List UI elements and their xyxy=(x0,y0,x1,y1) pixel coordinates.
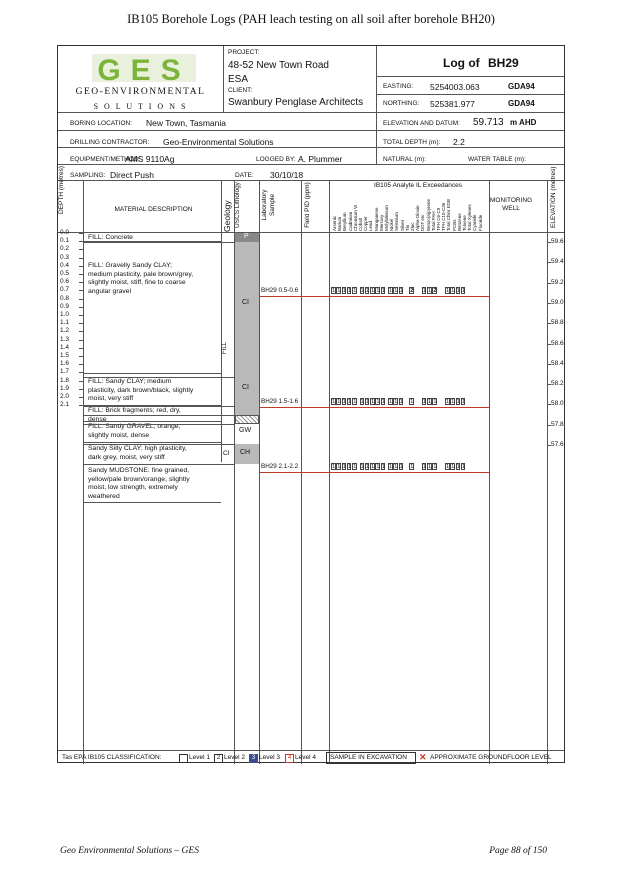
exceedance-cell: 1 xyxy=(360,399,364,405)
analyte-name: Mercury xyxy=(378,214,384,231)
analyte-name: Zinc xyxy=(410,222,415,231)
elevation-tick-label: 58.4 xyxy=(551,359,564,367)
exceedance-cell: 1 xyxy=(428,464,432,470)
depth-tick-mark xyxy=(79,348,83,349)
exceedance-cell: 1 xyxy=(353,288,357,294)
exceedance-cell: 1 xyxy=(394,288,398,294)
depth-tick-mark xyxy=(79,233,83,234)
analyte-name: Total Chlor EDB xyxy=(446,198,452,231)
elevation-tick-label: 59.2 xyxy=(551,278,564,286)
exceedance-cell: 1 xyxy=(347,399,351,405)
stratum-block xyxy=(84,444,221,465)
exceedance-cell: 1 xyxy=(461,288,465,294)
stratum-description-line: medium plasticity, pale brown/grey, xyxy=(88,270,194,278)
exceedance-cell: 1 xyxy=(410,464,414,470)
exceedance-cell: 1 xyxy=(433,399,437,405)
exceedance-cell: 1 xyxy=(342,399,346,405)
legend-level3-box: 3 xyxy=(249,754,258,763)
stratum-description-line: moist, low strength, extremely xyxy=(88,484,178,491)
elevation-tick-label: 59.4 xyxy=(551,258,564,266)
analyte-name: Benzene xyxy=(456,213,462,231)
analyte-name: TPH C6-C9 xyxy=(436,207,441,231)
analyte-name: Cadmium xyxy=(347,211,353,231)
log-id: BH29 xyxy=(488,56,519,70)
exceedance-cell: 1 xyxy=(347,288,351,294)
uscs-column-header: USCS Lithology xyxy=(234,182,241,228)
lithology-code-ch: CH xyxy=(240,449,251,456)
exceedance-cell: 1 xyxy=(389,288,393,294)
total-depth-value: 2.2 xyxy=(453,137,465,147)
elevation-value: 59.713 xyxy=(473,117,504,128)
sample-id: BH29 2.1-2.2 xyxy=(261,463,299,470)
stratum-description-line: FILL: Sandy CLAY; medium xyxy=(88,378,172,385)
exceedance-cell: 1 xyxy=(399,464,403,470)
depth-tick-label: 1.7 xyxy=(60,368,70,376)
lithology-brick xyxy=(235,415,259,424)
depth-tick-mark xyxy=(79,307,83,308)
elevation-tick-label: 59.0 xyxy=(551,298,564,306)
depth-tick-mark xyxy=(79,340,83,341)
sample-line xyxy=(259,407,489,408)
exceedance-cell: 1 xyxy=(365,464,369,470)
exceedance-cell: 1 xyxy=(376,464,380,470)
northing-datum: GDA94 xyxy=(508,99,535,108)
elevation-tick-label: 58.2 xyxy=(551,380,564,388)
exceedance-cell: 1 xyxy=(394,399,398,405)
analyte-name: Beryllium xyxy=(342,212,348,231)
analyte-name: Tin xyxy=(404,224,410,231)
exceedance-cell: 1 xyxy=(394,464,398,470)
equipment-label: EQUIPMENT/METHOD: xyxy=(70,156,141,163)
exceedance-cell: 1 xyxy=(337,399,341,405)
exceedance-cell: 1 xyxy=(446,288,450,294)
easting-label: EASTING: xyxy=(383,83,414,90)
sample-id: BH29 0.5-0.6 xyxy=(261,287,299,294)
exceedance-cell: 1 xyxy=(332,399,336,405)
exceedance-cell: 1 xyxy=(376,399,380,405)
pid-column-header: Field PID (ppm) xyxy=(304,182,311,228)
exceedance-cell: 1 xyxy=(337,288,341,294)
depth-tick-mark xyxy=(79,331,83,332)
logged-by-label: LOGGED BY: xyxy=(256,156,296,163)
exceedance-cell: 1 xyxy=(451,399,455,405)
analyte-name: TPH C10-C36 xyxy=(441,202,447,231)
exceedance-cell: 1 xyxy=(371,399,375,405)
stratum-description-line: Sandy MUDSTONE: fine grained, xyxy=(88,467,190,474)
stratum-boundary xyxy=(83,406,235,407)
total-depth-label: TOTAL DEPTH (m): xyxy=(383,139,441,146)
water-table-label: WATER TABLE (m): xyxy=(468,156,526,163)
legend-level3: Level 3 xyxy=(259,754,280,761)
legend-level2: Level 2 xyxy=(224,754,245,761)
sample-line xyxy=(259,296,489,297)
stratum-description-line: slightly moist, stiff, fine to coarse xyxy=(88,279,186,286)
geology-column-header: Geology xyxy=(222,200,232,232)
depth-tick-label: 0.1 xyxy=(60,237,70,245)
material-column-header: MATERIAL DESCRIPTION xyxy=(114,206,193,213)
exceedance-cell: 1 xyxy=(371,464,375,470)
depth-tick-label: 0.6 xyxy=(60,278,70,286)
analyte-name: Copper xyxy=(363,216,369,231)
stratum-description-line: dark grey, moist, very stiff xyxy=(88,453,165,461)
stratum-description-line: FILL: Concrete xyxy=(88,234,133,241)
exceedance-cell: 2 xyxy=(433,288,437,294)
analyte-name: Manganese xyxy=(373,207,379,231)
depth-tick-mark xyxy=(79,315,83,316)
stratum-boundary xyxy=(83,464,235,465)
analyte-name: Benzo(a)pyrene xyxy=(425,198,431,231)
depth-tick-mark xyxy=(79,258,83,259)
stratum-boundary xyxy=(83,424,235,425)
elevation-tick-label: 57.8 xyxy=(551,420,564,428)
geology-ci-label: CI xyxy=(223,450,230,457)
exceedance-cell: 1 xyxy=(360,464,364,470)
elevation-tick-label: 59.6 xyxy=(551,238,564,245)
stratum-block xyxy=(84,422,221,443)
analyte-name: DDT etc xyxy=(420,214,426,231)
depth-tick-label: 1.8 xyxy=(60,376,70,384)
analyte-name: Total PAH xyxy=(430,211,436,231)
depth-tick-label: 1.4 xyxy=(60,343,70,351)
exceedance-cell: 1 xyxy=(353,399,357,405)
contractor-value: Geo-Environmental Solutions xyxy=(163,137,274,147)
natural-label: NATURAL (m): xyxy=(383,156,426,163)
exceedance-cell: 1 xyxy=(365,399,369,405)
logo-line2: S O L U T I O N S xyxy=(93,102,188,111)
depth-tick-label: 2.0 xyxy=(60,393,70,400)
depth-tick-mark xyxy=(79,282,83,283)
exceedance-cell: 1 xyxy=(422,288,426,294)
exceedance-cell: 1 xyxy=(399,288,403,294)
analyte-name: Nickel xyxy=(389,218,395,231)
logo-letters: GES xyxy=(97,54,191,87)
depth-tick-label: 1.1 xyxy=(60,319,70,327)
depth-tick-mark xyxy=(79,266,83,267)
analyte-name: Molybdenum xyxy=(384,205,389,231)
elevation-label: ELEVATION AND DATUM: xyxy=(383,120,460,127)
analyte-name: PCBs xyxy=(451,219,457,231)
stratum-boundary xyxy=(83,377,235,378)
analyte-name: Cyanide xyxy=(472,214,478,231)
lithology-code-gw: GW xyxy=(239,427,252,434)
stratum-boundary xyxy=(83,415,235,416)
exceedance-cell: 1 xyxy=(353,464,357,470)
analyte-name: Chromium VI xyxy=(352,204,358,231)
contractor-label: DRILLING CONTRACTOR: xyxy=(70,139,150,146)
stratum-description-line: FILL: Sandy GRAVEL; orange, xyxy=(88,423,181,430)
legend-level4: Level 4 xyxy=(295,754,316,761)
stratum-description-line: plasticity, dark brown/black, slightly xyxy=(88,386,194,394)
exceedance-cell: 1 xyxy=(342,288,346,294)
stratum-block xyxy=(84,466,221,503)
depth-tick-mark xyxy=(79,249,83,250)
lithology-fill-clay xyxy=(235,242,259,423)
analyte-name: Total Xylenes xyxy=(467,204,473,231)
stratum-block xyxy=(84,377,221,406)
analyte-name: Silver xyxy=(399,219,405,231)
depth-tick-label: 0.8 xyxy=(60,294,70,302)
borehole-log xyxy=(57,45,565,763)
depth-tick-label: 0.7 xyxy=(60,286,70,294)
exceedance-cell: 1 xyxy=(451,288,455,294)
depth-tick-mark xyxy=(79,381,83,382)
exceedance-cell: 1 xyxy=(332,464,336,470)
project-label: PROJECT: xyxy=(228,49,260,56)
depth-tick-label: 0.4 xyxy=(60,261,70,269)
elevation-tick-label: 57.6 xyxy=(551,441,564,448)
geology-fill-label: FILL xyxy=(222,341,228,354)
analyte-name: Barium xyxy=(337,216,343,231)
stratum-description-line: yellow/pale brown/orange, slightly xyxy=(88,475,190,483)
analyte-name: Lead xyxy=(368,220,374,231)
exceedance-cell: 1 xyxy=(461,399,465,405)
legend-sample-excavation: SAMPLE IN EXCAVATION xyxy=(330,754,407,761)
date-label: DATE: xyxy=(235,172,254,179)
stratum-description-line: FILL: Gravelly Sandy CLAY; xyxy=(88,262,173,269)
stratum-description-line: moist, very stiff xyxy=(88,395,134,402)
depth-tick-mark xyxy=(79,356,83,357)
elevation-tick-label: 58.8 xyxy=(551,319,564,327)
lithology-code-p: P xyxy=(244,233,249,240)
logged-by-value: A. Plummer xyxy=(298,154,343,164)
depth-tick-label: 1.3 xyxy=(60,335,70,343)
depth-tick-mark xyxy=(79,397,83,398)
exceedance-cell: 1 xyxy=(381,399,385,405)
depth-tick-mark xyxy=(79,299,83,300)
elevation-tick-label: 58.0 xyxy=(551,400,564,408)
cross-icon: ✕ xyxy=(419,752,427,762)
project-line2: ESA xyxy=(228,74,249,85)
exceedance-cell: 1 xyxy=(381,288,385,294)
sample-line xyxy=(259,472,489,473)
sampling-value: Direct Push xyxy=(110,170,154,180)
depth-tick-mark xyxy=(79,290,83,291)
stratum-block xyxy=(84,233,221,242)
stratum-description-line: FILL: Brick fragments; red, dry, xyxy=(88,407,181,414)
northing-label: NORTHING: xyxy=(383,100,420,107)
exceedance-cell: 1 xyxy=(428,399,432,405)
easting-datum: GDA94 xyxy=(508,82,535,91)
analyte-name: Arsenic xyxy=(332,215,337,231)
elevation-tick-label: 58.6 xyxy=(551,339,564,347)
footer-page-number: Page 88 of 150 xyxy=(489,846,547,856)
stratum-boundary xyxy=(83,242,235,243)
easting-value: 5254003.063 xyxy=(430,82,480,92)
analyte-name: Fluoride xyxy=(477,214,483,231)
exceedance-cell: 1 xyxy=(399,399,403,405)
stratum-boundary xyxy=(83,444,235,445)
stratum-block xyxy=(84,406,221,422)
depth-tick-label: 1.9 xyxy=(60,384,70,392)
depth-tick-mark xyxy=(79,274,83,275)
legend-level2-box: 2 xyxy=(214,754,223,763)
exceedance-cell: 1 xyxy=(389,464,393,470)
date-value: 30/10/18 xyxy=(270,170,304,180)
exceedance-cell: 1 xyxy=(389,399,393,405)
analyte-name: Alpha-Dioxin xyxy=(415,205,421,231)
exceedance-cell: 1 xyxy=(456,288,460,294)
boring-location-value: New Town, Tasmania xyxy=(146,118,227,128)
depth-tick-label: 0.9 xyxy=(60,302,70,310)
exceedance-cell: 1 xyxy=(451,464,455,470)
legend-level1: Level 1 xyxy=(189,754,210,761)
lithology-code-ci1: CI xyxy=(242,299,249,306)
depth-tick-label: 1.0 xyxy=(60,311,70,318)
client-value: Swanbury Penglase Architects xyxy=(228,97,364,108)
stratum-description-line: weathered xyxy=(88,492,120,500)
stratum-description-line: angular gravel xyxy=(88,287,132,295)
exceedance-cell: 1 xyxy=(461,464,465,470)
depth-tick-mark xyxy=(79,323,83,324)
logo-line1: GEO-ENVIRONMENTAL xyxy=(75,87,206,97)
exceedance-cell: 1 xyxy=(446,399,450,405)
document-title: IB105 Borehole Logs (PAH leach testing on all soil after borehole BH20) xyxy=(127,12,495,26)
depth-tick-label: 0.5 xyxy=(60,270,70,277)
exceedance-cell: 1 xyxy=(332,288,336,294)
depth-tick-label: 1.5 xyxy=(60,352,70,359)
equipment-value: AMS 9110Ag xyxy=(125,154,175,164)
sample-id: BH29 1.5-1.6 xyxy=(261,398,299,405)
lab-column-header: Laboratory Sample xyxy=(261,189,276,221)
exceedance-cell: 1 xyxy=(410,399,414,405)
legend-groundfloor: APPROXIMATE GROUNDFLOOR LEVEL xyxy=(430,754,552,761)
project-line1: 48-52 New Town Road xyxy=(228,60,329,71)
log-of-label: Log of xyxy=(443,56,480,70)
exceedance-cell: 1 xyxy=(433,464,437,470)
exceedance-cell: 2 xyxy=(410,288,414,294)
company-logo xyxy=(58,46,223,112)
stratum-description-line: dense xyxy=(88,415,107,423)
depth-tick-label: 2.1 xyxy=(60,401,70,409)
elevation-unit: m AHD xyxy=(510,118,537,127)
depth-tick-mark xyxy=(79,389,83,390)
depth-column-header: DEPTH (metres) xyxy=(58,165,65,214)
monitoring-column-header: MONITORING WELL xyxy=(490,197,533,212)
exceedance-cell: 1 xyxy=(456,399,460,405)
depth-tick-mark xyxy=(79,372,83,373)
analyte-name: Toluene xyxy=(462,215,467,231)
boring-location-label: BORING LOCATION: xyxy=(70,120,132,127)
depth-tick-label: 0.0 xyxy=(60,229,70,236)
exceedance-cell: 1 xyxy=(360,288,364,294)
exceedance-cell: 1 xyxy=(446,464,450,470)
analyte-name: Selenium xyxy=(394,212,400,231)
exceedance-cell: 1 xyxy=(342,464,346,470)
analyte-name: Cobalt xyxy=(358,217,363,231)
depth-tick-label: 1.6 xyxy=(60,360,70,368)
legend-level1-box xyxy=(179,754,188,763)
exceedance-cell: 1 xyxy=(428,288,432,294)
exceedance-cell: 1 xyxy=(337,464,341,470)
depth-tick-mark xyxy=(79,364,83,365)
northing-value: 525381.977 xyxy=(430,99,475,109)
exceedance-cell: 1 xyxy=(371,288,375,294)
depth-tick-label: 1.2 xyxy=(60,327,70,335)
stratum-description-line: Sandy Silty CLAY: high plasticity, xyxy=(88,445,187,452)
exceedance-cell: 1 xyxy=(422,399,426,405)
exceedance-cell: 1 xyxy=(376,288,380,294)
exceedance-cell: 1 xyxy=(365,288,369,294)
exceedance-cell: 1 xyxy=(347,464,351,470)
exceedance-cell: 1 xyxy=(422,464,426,470)
exceedance-cell: 1 xyxy=(381,464,385,470)
lithology-code-ci2: CI xyxy=(242,384,249,391)
elevation-column-header: ELEVATION (metres) xyxy=(550,166,557,228)
depth-tick-label: 0.2 xyxy=(60,245,70,253)
exceedance-cell: 1 xyxy=(456,464,460,470)
analyte-column-header: IB105 Analyte IL Exceedances xyxy=(374,182,462,189)
legend-label: Tas EPA IB105 CLASSIFICATION: xyxy=(62,754,162,761)
stratum-block xyxy=(84,261,221,374)
footer-company: Geo Environmental Solutions – GES xyxy=(60,846,199,856)
legend-level4-box: 4 xyxy=(285,754,294,763)
client-label: CLIENT: xyxy=(228,87,253,94)
depth-tick-label: 0.3 xyxy=(60,253,70,261)
stratum-description-line: slightly moist, dense xyxy=(88,431,150,439)
sampling-label: SAMPLING: xyxy=(70,172,106,179)
